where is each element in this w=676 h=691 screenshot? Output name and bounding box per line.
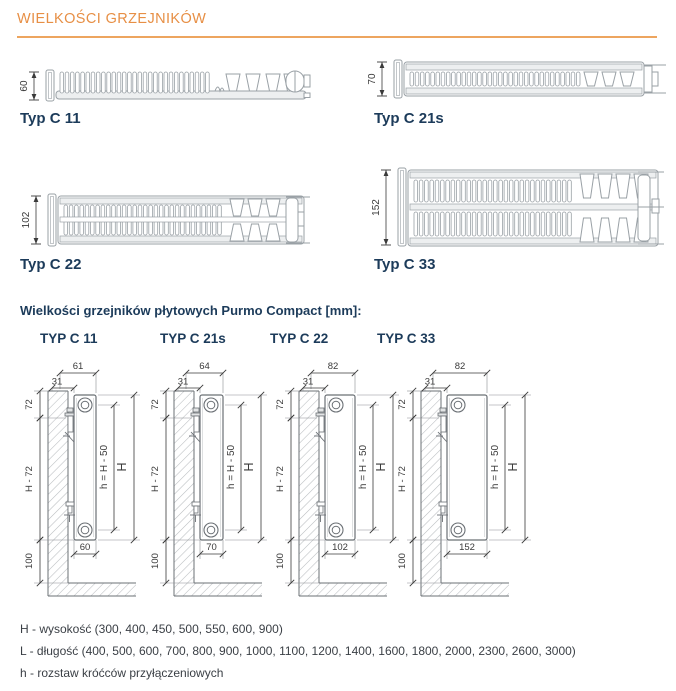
legend-height: H - wysokość (300, 400, 450, 500, 550, 600, 900) <box>20 622 283 636</box>
cross-section-height-dim: 60 <box>19 80 30 92</box>
drawing-header-c33: TYP C 33 <box>377 331 436 346</box>
legend-connection: h - rozstaw króćców przyłączeniowych <box>20 666 224 680</box>
dim-top-depth: 64 <box>199 361 210 372</box>
drawing-header-c11: TYP C 11 <box>40 331 98 346</box>
dim-wall-gap: 31 <box>177 376 189 388</box>
dim-bottom-depth: 102 <box>332 542 348 553</box>
dim-top-offset: 72 <box>24 399 35 410</box>
cross-section-c21s-drawing <box>368 52 676 110</box>
dim-bottom-depth: 70 <box>206 542 217 553</box>
title-rule <box>17 36 657 38</box>
dim-connection-spacing: h = H - 50 <box>99 444 110 490</box>
dim-bottom-depth: 152 <box>459 542 475 553</box>
legend-length: L - długość (400, 500, 600, 700, 800, 900, 1000, 1100, 1200, 1400, 1600, 1800, 2000, 2300, 2600, 3000) <box>20 644 576 658</box>
dim-bottom-depth: 60 <box>79 542 91 553</box>
cross-section-label-c11: Typ C 11 <box>20 110 81 127</box>
cross-section-label-c33: Typ C 33 <box>374 256 436 273</box>
dim-height: H <box>374 462 388 472</box>
dim-top-depth: 61 <box>72 361 84 372</box>
cross-section-height-dim: 102 <box>21 211 32 229</box>
cross-section-height-dim: 70 <box>367 73 378 85</box>
dim-height: H <box>506 462 520 472</box>
dim-top-offset: 72 <box>150 399 161 410</box>
dim-top-offset: 72 <box>397 399 408 410</box>
dim-wall-gap: 31 <box>51 376 63 388</box>
cross-section-c33-drawing <box>368 163 676 255</box>
dim-floor-gap: 100 <box>275 553 286 569</box>
dim-wall-height: H - 72 <box>275 466 286 492</box>
cross-section-label-c22: Typ C 22 <box>20 256 82 273</box>
dim-connection-spacing: h = H - 50 <box>226 444 237 490</box>
dim-wall-height: H - 72 <box>397 466 408 492</box>
drawing-header-c22: TYP C 22 <box>270 331 329 346</box>
dim-top-depth: 82 <box>327 361 339 372</box>
dim-wall-gap: 31 <box>424 376 436 388</box>
drawing-header-c21s: TYP C 21s <box>160 331 226 346</box>
dim-floor-gap: 100 <box>150 553 161 569</box>
cross-section-c22-drawing <box>14 190 324 252</box>
dim-floor-gap: 100 <box>397 553 408 569</box>
dim-top-offset: 72 <box>275 399 286 410</box>
dim-top-depth: 82 <box>454 361 466 372</box>
dim-height: H <box>242 462 256 472</box>
dim-connection-spacing: h = H - 50 <box>358 444 369 490</box>
section-title: Wielkości grzejników płytowych Purmo Compact [mm]: <box>20 303 362 318</box>
mounting-drawing-c33 <box>381 356 536 608</box>
page-title: WIELKOŚCI GRZEJNIKÓW <box>17 11 207 27</box>
dim-wall-height: H - 72 <box>150 466 161 492</box>
dim-connection-spacing: h = H - 50 <box>490 444 501 490</box>
dim-height: H <box>115 462 129 472</box>
dim-floor-gap: 100 <box>24 553 35 569</box>
cross-section-c11-drawing <box>14 58 324 112</box>
cross-section-label-c21s: Typ C 21s <box>374 110 444 127</box>
cross-section-height-dim: 152 <box>371 199 382 216</box>
dim-wall-gap: 31 <box>302 376 314 388</box>
dim-wall-height: H - 72 <box>24 466 35 492</box>
